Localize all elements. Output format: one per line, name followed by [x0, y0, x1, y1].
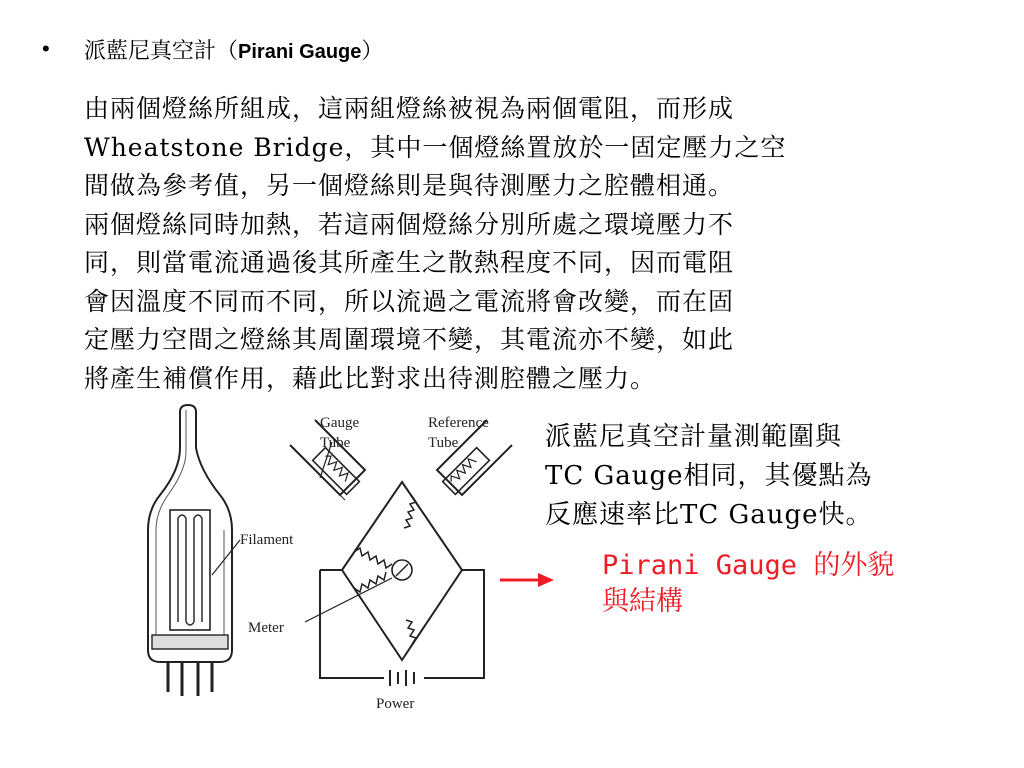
title-close-paren: ）	[361, 39, 384, 64]
gauge-tube-label-2: Tube	[320, 435, 351, 451]
pirani-gauge-diagram	[140, 400, 520, 720]
description-paragraph	[84, 90, 954, 398]
reference-tube-label-2: Tube	[428, 435, 459, 451]
reference-tube-label: Reference	[428, 415, 489, 431]
title-english: Pirani Gauge	[238, 41, 362, 63]
paragraph-line: 間做為參考值，另一個燈絲則是與待測壓力之腔體相通。	[84, 171, 735, 200]
note-line: TC Gauge相同，其優點為	[545, 461, 873, 491]
filament-label: Filament	[240, 532, 294, 548]
advantage-note	[545, 418, 873, 535]
paragraph-line: 兩個燈絲同時加熱，若這兩個燈絲分別所處之環境壓力不	[84, 209, 735, 239]
paragraph-line: Wheatstone Bridge，其中一個燈絲置放於一固定壓力之空	[84, 132, 787, 162]
meter-label: Meter	[248, 620, 284, 636]
power-label: Power	[376, 696, 415, 712]
caption-line: 與結構	[602, 586, 683, 617]
paragraph-line: 會因溫度不同而不同，所以流過之電流將會改變，而在固	[84, 286, 735, 316]
glass-tube-illustration	[148, 405, 232, 696]
note-line: 派藍尼真空計量測範圍與	[545, 422, 843, 452]
slide-title	[84, 34, 383, 65]
paragraph-line: 定壓力空間之燈絲其周圍環境不變，其電流亦不變，如此	[84, 325, 735, 354]
caption-line: Pirani Gauge 的外貌	[602, 550, 895, 581]
red-arrow-icon	[498, 568, 558, 592]
paragraph-line: 由兩個燈絲所組成，這兩組燈絲被視為兩個電阻，而形成	[84, 94, 735, 123]
title-chinese: 派藍尼真空計（	[84, 39, 239, 64]
wheatstone-bridge	[212, 420, 512, 686]
bullet-marker: •	[42, 36, 50, 61]
diagram-labels	[240, 415, 489, 712]
gauge-tube-label: Gauge	[320, 415, 360, 431]
paragraph-line: 同，則當電流通過後其所產生之散熱程度不同，因而電阻	[84, 248, 735, 277]
note-line: 反應速率比TC Gauge快。	[545, 500, 873, 530]
paragraph-line: 將產生補償作用，藉此比對求出待測腔體之壓力。	[84, 363, 657, 393]
figure-caption	[602, 548, 894, 620]
